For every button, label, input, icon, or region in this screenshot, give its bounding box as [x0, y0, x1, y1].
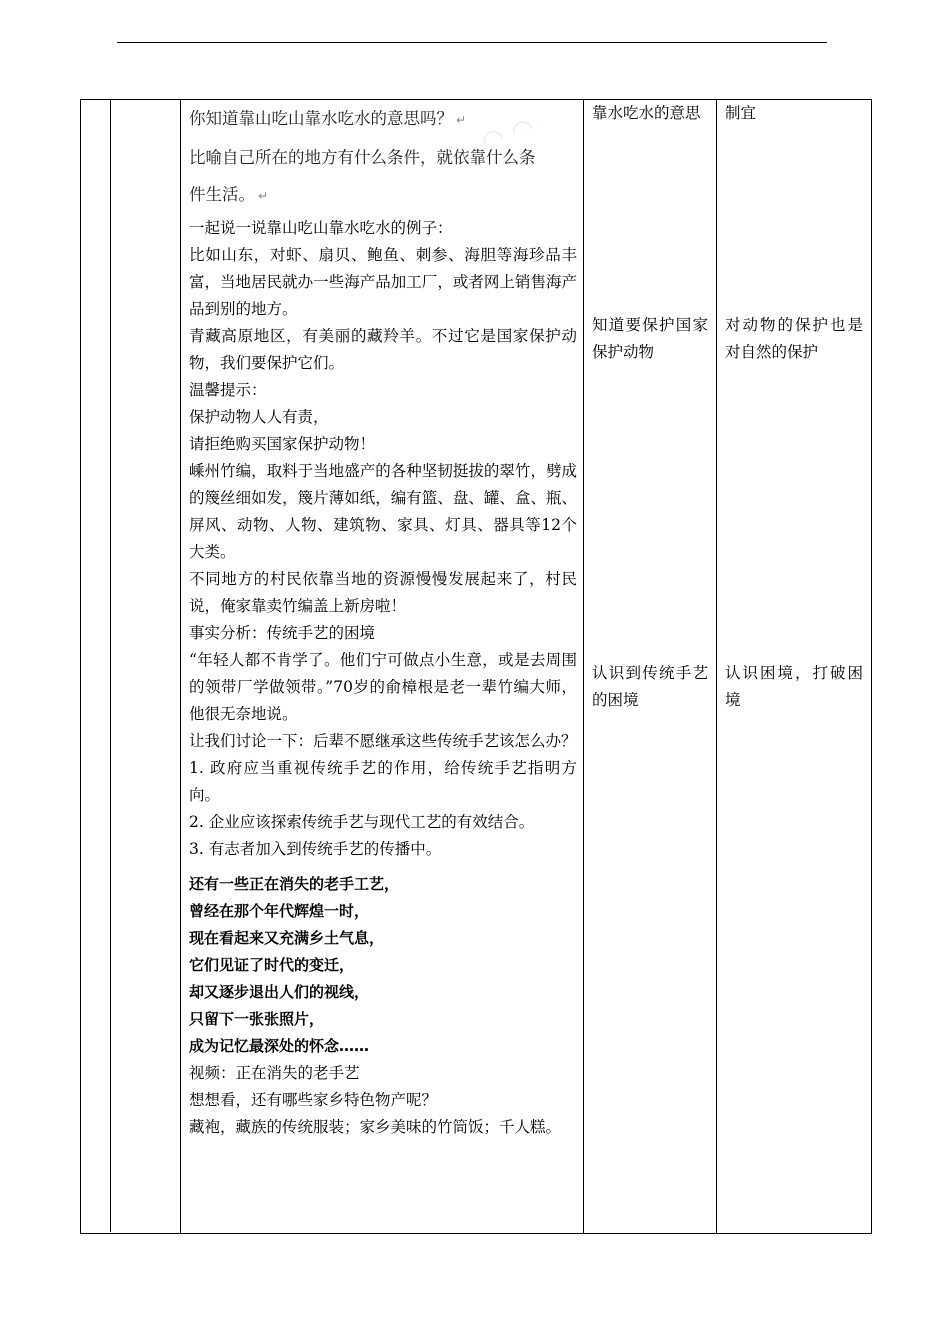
paragraph: 想想看，还有哪些家乡特色物产呢？	[189, 1091, 438, 1109]
poem-line: 曾经在那个年代辉煌一时，	[189, 902, 370, 920]
paragraph: “年轻人都不肯学了。他们宁可做点小生意，或是去周围的领带厂学做领带。”70岁的俞樟根是老一辈竹编大师，他很无奈地说。	[189, 651, 577, 723]
poem-line: 现在看起来又充满乡土气息，	[189, 929, 385, 947]
paragraph: 青藏高原地区，有美丽的藏羚羊。不过它是国家保护动物，我们要保护它们。	[189, 327, 577, 372]
paragraph: 请拒绝购买国家保护动物！	[189, 435, 376, 453]
paragraph: 嵊州竹编，取料于当地盛产的各种坚韧挺拔的翠竹，劈成的篾丝细如发，篾片薄如纸，编有篮、盘、罐、盒、瓶、屏风、动物、人物、建筑物、家具、灯具、器具等12个大类。	[189, 462, 577, 561]
intent-text-3: 认识困境，打破困境	[725, 664, 863, 709]
goal-text-2: 知道要保护国家保护动物	[592, 316, 708, 361]
paragraph: 2. 企业应该探索传统手艺与现代工艺的有效结合。	[189, 813, 535, 831]
cell-intent	[717, 100, 872, 1234]
intent-text-1: 制宜	[725, 104, 757, 122]
paragraph: 让我们讨论一下：后辈不愿继承这些传统手艺该怎么办？	[189, 732, 577, 750]
column-divider	[101, 99, 111, 1232]
lesson-table	[80, 99, 872, 1234]
paragraph: 不同地方的村民依靠当地的资源慢慢发展起来了，村民说，俺家靠卖竹编盖上新房啦！	[189, 570, 577, 615]
return-mark-icon: ↵	[258, 189, 269, 203]
poem-line: 成为记忆最深处的怀念……	[189, 1037, 370, 1055]
paragraph: 藏袍，藏族的传统服装；家乡美味的竹筒饭；千人糕。	[189, 1118, 562, 1136]
header-rule	[117, 42, 827, 43]
table-row	[81, 100, 872, 1234]
cell-content	[181, 100, 584, 1234]
paragraph: 3. 有志者加入到传统手艺的传播中。	[189, 840, 442, 858]
goal-text-1: 靠水吃水的意思	[592, 104, 701, 122]
paragraph: 事实分析：传统手艺的困境	[189, 624, 376, 642]
poem-line: 却又逐步退出人们的视线，	[189, 983, 370, 1001]
paragraph: 一起说一说靠山吃山靠水吃水的例子：	[189, 219, 453, 237]
poem-line: 还有一些正在消失的老手工艺，	[189, 875, 400, 893]
hint-line-1: 你知道靠山吃山靠水吃水的意思吗？ ↵	[189, 109, 467, 128]
poem-line: 它们见证了时代的变迁，	[189, 956, 355, 974]
intent-text-2: 对动物的保护也是对自然的保护	[725, 316, 863, 361]
cell-goal	[584, 100, 717, 1234]
cell-blank	[81, 100, 181, 1234]
goal-text-3: 认识到传统手艺的困境	[592, 664, 708, 709]
poem-line: 只留下一张张照片，	[189, 1010, 325, 1028]
hint-line-3: 件生活。 ↵	[189, 185, 269, 204]
paragraph: 温馨提示：	[189, 381, 267, 399]
paragraph: 视频：正在消失的老手艺	[189, 1064, 360, 1082]
paragraph: 比如山东，对虾、扇贝、鲍鱼、刺参、海胆等海珍品丰富，当地居民就办一些海产品加工厂，或者网上销售海产品到别的地方。	[189, 246, 577, 318]
paragraph: 1. 政府应当重视传统手艺的作用，给传统手艺指明方向。	[189, 759, 577, 804]
content-block	[189, 100, 577, 1141]
return-mark-icon: ↵	[456, 113, 467, 127]
watermark-graphic: ◠ ◠	[477, 112, 538, 158]
paragraph: 保护动物人人有责，	[189, 408, 329, 426]
hint-line-2: 比喻自己所在的地方有什么条件，就依靠什么条	[189, 148, 536, 167]
